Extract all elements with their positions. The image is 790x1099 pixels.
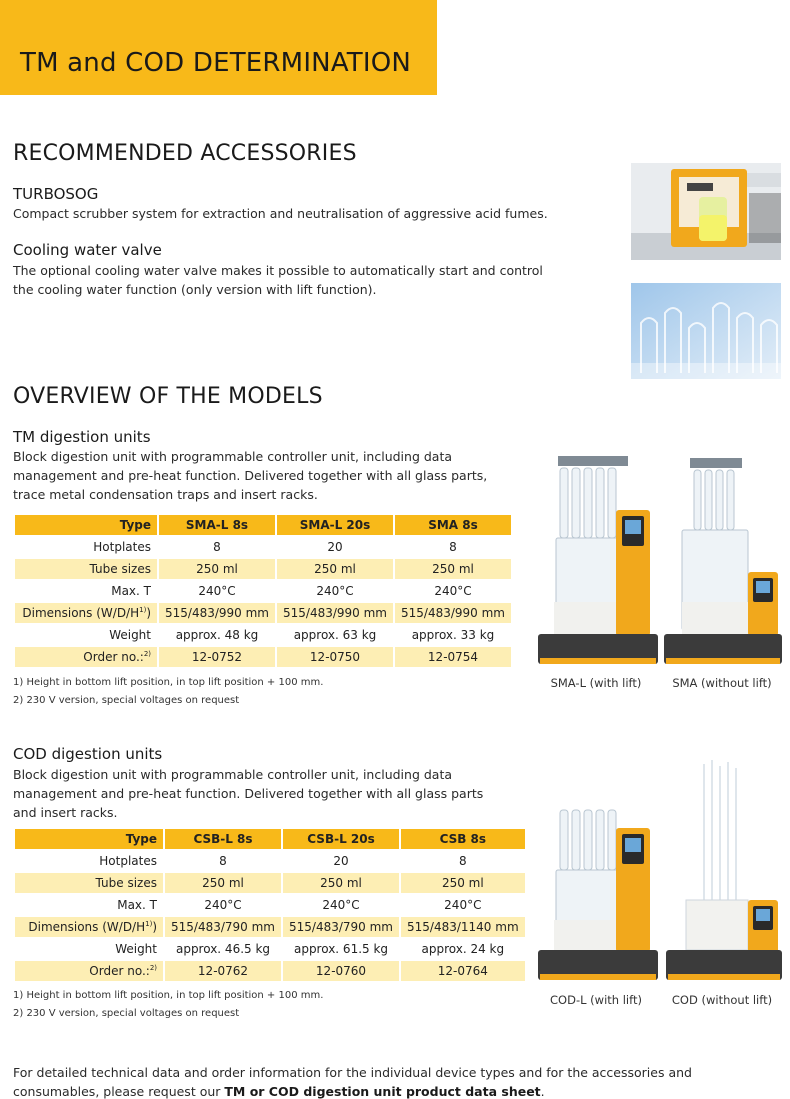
- table-row: [15, 851, 525, 871]
- table-cell: 12-0754: [395, 647, 511, 667]
- table-cell: 240°C: [401, 895, 525, 915]
- table-cell: 250 ml: [401, 873, 525, 893]
- overview-heading: OVERVIEW OF THE MODELS: [13, 384, 323, 409]
- table-row: [15, 895, 525, 915]
- row-label: Dimensions $(W/D/H^{1)})$: [15, 917, 163, 937]
- sma-l-photo: [536, 452, 660, 677]
- column-header: SMA-L 8s: [159, 515, 275, 535]
- turbosog-description: Compact scrubber system for extraction and neutralisation of aggressive acid fumes.: [13, 206, 548, 221]
- closing-end: .: [540, 1084, 545, 1099]
- row-label: Max. T: [15, 895, 163, 915]
- table-cell: 12-0752: [159, 647, 275, 667]
- cooling-valve-title: Cooling water valve: [13, 241, 162, 259]
- column-header: CSB-L 8s: [165, 829, 281, 849]
- row-label: Weight: [15, 939, 163, 959]
- table-row: [15, 961, 525, 981]
- cod-footnote-2: 2) 230 V version, special voltages on request: [13, 1008, 240, 1019]
- cod-l-caption: COD-L (with lift): [550, 993, 642, 1007]
- table-cell: 515/483/990 mm: [395, 603, 511, 623]
- table-cell: approx. 48 kg: [159, 625, 275, 645]
- row-label: [15, 961, 163, 981]
- table-cell: 250 ml: [283, 873, 399, 893]
- table-cell: 12-0762: [165, 961, 281, 981]
- footnote-ref: 1): [139, 606, 147, 614]
- tm-footnote-2: 2) 230 V version, special voltages on request: [13, 695, 240, 706]
- table-cell: 8: [159, 537, 275, 557]
- row-label: Dimensions $(W/D/H^{1)})$: [15, 603, 157, 623]
- footnote-ref: 1): [145, 920, 153, 928]
- sma-photo: [660, 452, 784, 677]
- table-cell: 240°C: [165, 895, 281, 915]
- cod-spec-table: [13, 827, 527, 983]
- table-cell: 515/483/790 mm: [283, 917, 399, 937]
- row-label: Max. T: [15, 581, 157, 601]
- glassware-photo: [631, 283, 781, 379]
- tm-description: Block digestion unit with programmable controller unit, including data management and pre-heat function. Delivered together with all glass parts, trace metal condensation traps and insert racks.: [13, 449, 488, 502]
- table-cell: 20: [277, 537, 393, 557]
- cod-l-photo: [536, 770, 660, 992]
- table-cell: 250 ml: [395, 559, 511, 579]
- table-row: [15, 939, 525, 959]
- closing-paragraph: [13, 1063, 778, 1099]
- table-row: [15, 873, 525, 893]
- table-cell: 8: [165, 851, 281, 871]
- table-cell: 240°C: [159, 581, 275, 601]
- table-cell: 12-0750: [277, 647, 393, 667]
- table-header-row: [15, 829, 525, 849]
- row-label: Hotplates: [15, 851, 163, 871]
- turbosog-title: TURBOSOG: [13, 185, 99, 203]
- accessories-heading: RECOMMENDED ACCESSORIES: [13, 141, 357, 166]
- column-header: CSB-L 20s: [283, 829, 399, 849]
- header-bar: [0, 0, 437, 95]
- cod-title: COD digestion units: [13, 745, 163, 763]
- table-cell: approx. 61.5 kg: [283, 939, 399, 959]
- product-data-sheet-reference: TM or COD digestion unit product data sheet: [224, 1084, 541, 1099]
- table-row: [15, 625, 511, 645]
- table-cell: 240°C: [283, 895, 399, 915]
- table-cell: 515/483/1140 mm: [401, 917, 525, 937]
- table-row: [15, 537, 511, 557]
- table-row: [15, 581, 511, 601]
- footnote-ref: 2): [143, 650, 151, 658]
- row-label: [15, 647, 157, 667]
- column-header: SMA-L 20s: [277, 515, 393, 535]
- column-header: Type: [15, 829, 163, 849]
- page-title: TM and COD DETERMINATION: [20, 48, 412, 78]
- sma-l-caption: SMA-L (with lift): [550, 676, 642, 690]
- dimensions-label: Dimensions (W/D/H: [28, 920, 146, 934]
- table-cell: 250 ml: [159, 559, 275, 579]
- table-row: [15, 917, 525, 937]
- table-cell: approx. 33 kg: [395, 625, 511, 645]
- table-cell: approx. 46.5 kg: [165, 939, 281, 959]
- table-cell: approx. 24 kg: [401, 939, 525, 959]
- tm-spec-table: [13, 513, 513, 669]
- table-cell: 250 ml: [165, 873, 281, 893]
- turbosog-photo: [631, 163, 781, 260]
- cod-description: Block digestion unit with programmable controller unit, including data management and pre-heat function. Delivered together with all glass parts and insert racks.: [13, 767, 484, 820]
- order-label: Order no.:: [83, 650, 144, 664]
- tm-title: TM digestion units: [13, 428, 151, 446]
- tm-footnote-1: 1) Height in bottom lift position, in top lift position + 100 mm.: [13, 677, 324, 688]
- column-header: CSB 8s: [401, 829, 525, 849]
- sma-caption: SMA (without lift): [672, 676, 772, 690]
- table-row: [15, 647, 511, 667]
- cod-footnote-1: 1) Height in bottom lift position, in top lift position + 100 mm.: [13, 990, 324, 1001]
- table-cell: 515/483/990 mm: [159, 603, 275, 623]
- table-header-row: [15, 515, 511, 535]
- closing-text: For detailed technical data and order information for the individual device types and for the accessories and consumables, please request our: [13, 1065, 692, 1099]
- order-label: Order no.:: [89, 964, 150, 978]
- table-cell: 12-0764: [401, 961, 525, 981]
- row-label: Tube sizes: [15, 873, 163, 893]
- cod-caption: COD (without lift): [671, 993, 773, 1007]
- table-row: [15, 559, 511, 579]
- cooling-valve-description: The optional cooling water valve makes it possible to automatically start and control the cooling water function (only version with lift function).: [13, 263, 543, 297]
- table-cell: 240°C: [395, 581, 511, 601]
- table-row: [15, 603, 511, 623]
- row-label: Weight: [15, 625, 157, 645]
- dimensions-label: Dimensions (W/D/H: [22, 606, 140, 620]
- table-cell: approx. 63 kg: [277, 625, 393, 645]
- table-cell: 250 ml: [277, 559, 393, 579]
- table-cell: 8: [401, 851, 525, 871]
- table-cell: 20: [283, 851, 399, 871]
- row-label: Hotplates: [15, 537, 157, 557]
- table-cell: 12-0760: [283, 961, 399, 981]
- table-cell: 515/483/790 mm: [165, 917, 281, 937]
- column-header: Type: [15, 515, 157, 535]
- row-label: Tube sizes: [15, 559, 157, 579]
- column-header: SMA 8s: [395, 515, 511, 535]
- table-cell: 240°C: [277, 581, 393, 601]
- table-cell: 515/483/990 mm: [277, 603, 393, 623]
- cod-photo: [660, 760, 784, 992]
- table-cell: 8: [395, 537, 511, 557]
- footnote-ref: 2): [149, 964, 157, 972]
